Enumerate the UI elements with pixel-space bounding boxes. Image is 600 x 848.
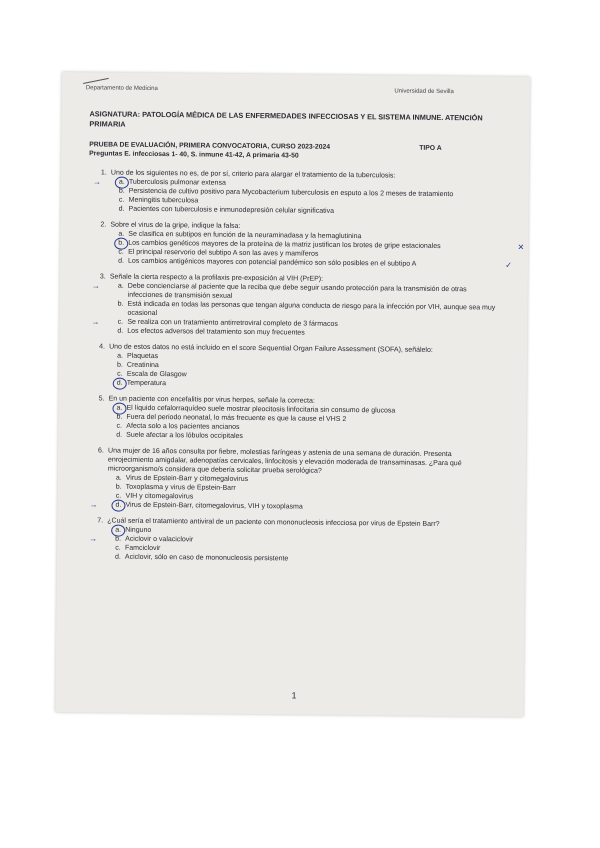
option-letter: d. [114,553,121,561]
option-text: Persistencia de cultivo positivo para Mycobacterium tuberculosis en esputo a los 2 meses de tratamiento [128,187,454,199]
question-2 [70,220,525,270]
option-text: Creatinina [126,361,159,370]
option-text: Meningitis tuberculosa [128,196,199,205]
question-1 [71,168,511,218]
option-text: Escala de Glasgow [126,370,187,379]
option-letter: b. [116,413,123,421]
page-header [72,84,512,98]
option-text: El principal reservorio del subtipo A son las aves y mamíferos [128,248,319,258]
option-letter: c. [117,318,124,326]
question-4 [69,342,509,392]
option-text: Fuera del periodo neonatal, lo más frecuente es que la cause el VHS 2 [126,413,347,423]
option-letter: d. [118,205,125,213]
option-letter: a. [115,474,122,482]
exam-type: TIPO A [419,144,442,152]
option-text: Se clasifica en subtipos en función de la neuraminadasa y la hemaglutinina [128,230,362,241]
option-letter: d. [115,501,122,509]
option-text: Se realiza con un tratamiento antirretroviral completo de 3 fármacos [127,318,338,328]
option-letter: a. [117,352,123,360]
question-number: 1. [100,169,107,177]
option-letter: c. [115,544,121,552]
option-text: Pacientes con tuberculosis e inmunodepresión celular significativa [128,205,335,215]
question-number: 7. [97,517,104,525]
arrow-mark: → [89,534,98,544]
question-stem: Señale la cierta respecto a la profilaxis pre-exposición al VIH (PrEP): [109,273,324,283]
option-letter: c. [115,492,122,500]
option-text: Toxoplasma y virus de Epstein-Barr [125,483,236,492]
circle-mark [113,378,127,390]
question-stem: Sobre el virus de la gripe, indique la falsa: [110,221,241,230]
university-label: Universidad de Sevilla [394,88,454,96]
option-text: Los cambios antigénicos mayores con potencial pandémico son sólo posibles en el subtipo A [127,257,417,268]
question-stem: En un paciente con encefalitis por virus herpes, señale la correcta: [108,395,315,405]
option-letter: b. [117,300,124,308]
option-text: El líquido cefalorraquídeo suele mostrar pleocitosis linfocitaria sin consumo de glucosa [126,404,396,415]
option-letter: d. [116,379,123,387]
option-text: Está indicada en todas las personas que tengan alguna conducta de riesgo para la infección por VIH, aunque sea muy ocasional [127,300,496,318]
option-text: Aciclovir, sólo en caso de mononucleosis persistente [124,553,289,563]
option-text: Temperatura [126,379,167,388]
cross-mark: ✕ [517,242,525,252]
option-letter: d. [117,327,124,335]
circle-mark [111,500,125,512]
page-number: 1 [291,690,297,701]
arrow-mark: → [91,281,100,291]
option-letter: c. [116,422,123,430]
question-stem: Uno de estos datos no está incluido en el score Sequential Organ Failure Assessment (SOFA), señálelo: [109,343,433,354]
option-text: Plaquetas [126,352,159,361]
option-letter: d. [116,431,123,439]
option-letter: c. [118,248,124,256]
option-letter: c. [118,196,125,204]
option-text: VIH y citomegalovirus [125,492,194,501]
question-number: 3. [99,273,106,281]
question-number: 4. [99,343,106,351]
option-letter: b. [115,535,122,543]
department-label: Departamento de Medicina [85,85,158,93]
question-6 [67,446,508,514]
option-text: Debe concienciarse al paciente que la reciba que debe seguir usando protección para la transmisión de otras infecciones de transmisión sexual [127,282,467,300]
option-letter: b. [116,361,123,369]
questions-range: Preguntas E. infecciosas 1- 40, S. inmune 41-42, A primaria 43-50 [89,150,299,160]
question-3 [69,272,510,340]
exam-page [55,72,530,717]
question-stem: ¿Cuál sería el tratamiento antiviral de un paciente con mononucleosis infecciosa por virus de Epstein Barr? [107,517,440,528]
question-number: 5. [98,395,105,403]
option-letter: a. [118,178,125,186]
option-text: Los cambios genéticos mayores de la proteína de la matriz justifican los brotes de gripe estacionales [128,239,441,250]
subject-title: ASIGNATURA: PATOLOGÍA MÉDICA DE LAS ENFERMEDADES INFECCIOSAS Y EL SISTEMA INMUNE. ATENCIÓN PRIMARIA [89,109,483,129]
arrow-mark: → [89,500,98,510]
question-7 [67,516,507,566]
option-letter: a. [118,230,125,238]
option-letter: a. [116,404,123,412]
arrow-mark: → [92,177,101,187]
option-text: Virus de Epstein-Barr, citomegalovirus, VIH y toxoplasma [125,501,303,511]
arrow-mark: → [91,317,100,327]
option-text: Virus de Epstein-Barr y citomegalovirus [125,474,249,483]
question-number: 6. [97,447,104,455]
page-content [67,84,525,573]
question-5 [68,394,508,444]
option-letter: b. [115,483,122,491]
option-text: Suele afectar a los lóbulos occipitales [126,431,243,440]
question-stem: Uno de los siguientes no es, de por sí, criterio para alargar el tratamiento de la tuberculosis: [110,169,396,180]
option-text: Ninguno [125,526,152,534]
option-text: Afecta solo a los pacientes ancianos [126,422,240,431]
question-number: 2. [100,221,107,229]
option-letter: b. [118,187,125,195]
exam-title: PRUEBA DE EVALUACIÓN, PRIMERA CONVOCATORIA, CURSO 2023-2024 [89,141,331,151]
option-text: Aciclovir o valaciclovir [125,535,194,544]
option-letter: c. [117,370,123,378]
option-letter: a. [115,526,122,534]
check-mark: ✓ [505,260,513,270]
option-text: Tuberculosis pulmonar extensa [128,178,226,187]
option-text: Los efectos adversos del tratamiento son muy frecuentes [127,327,305,337]
question-list [67,168,525,566]
option-letter: a. [117,282,124,290]
option-text: Famciclovir [124,544,161,553]
option-letter: b. [118,239,125,247]
option-letter: d. [118,257,124,265]
question-stem: Una mujer de 16 años consulta por fiebre, molestias faríngeas y astenia de una semana de duración. Presenta enrojecimiento amigdalar, adenopatías cervicales, linfocitosis y elevación moderada de transaminasas. ¿Para qué microorganismo/s considera que debería solicitar prueba serológica? [107,447,462,475]
